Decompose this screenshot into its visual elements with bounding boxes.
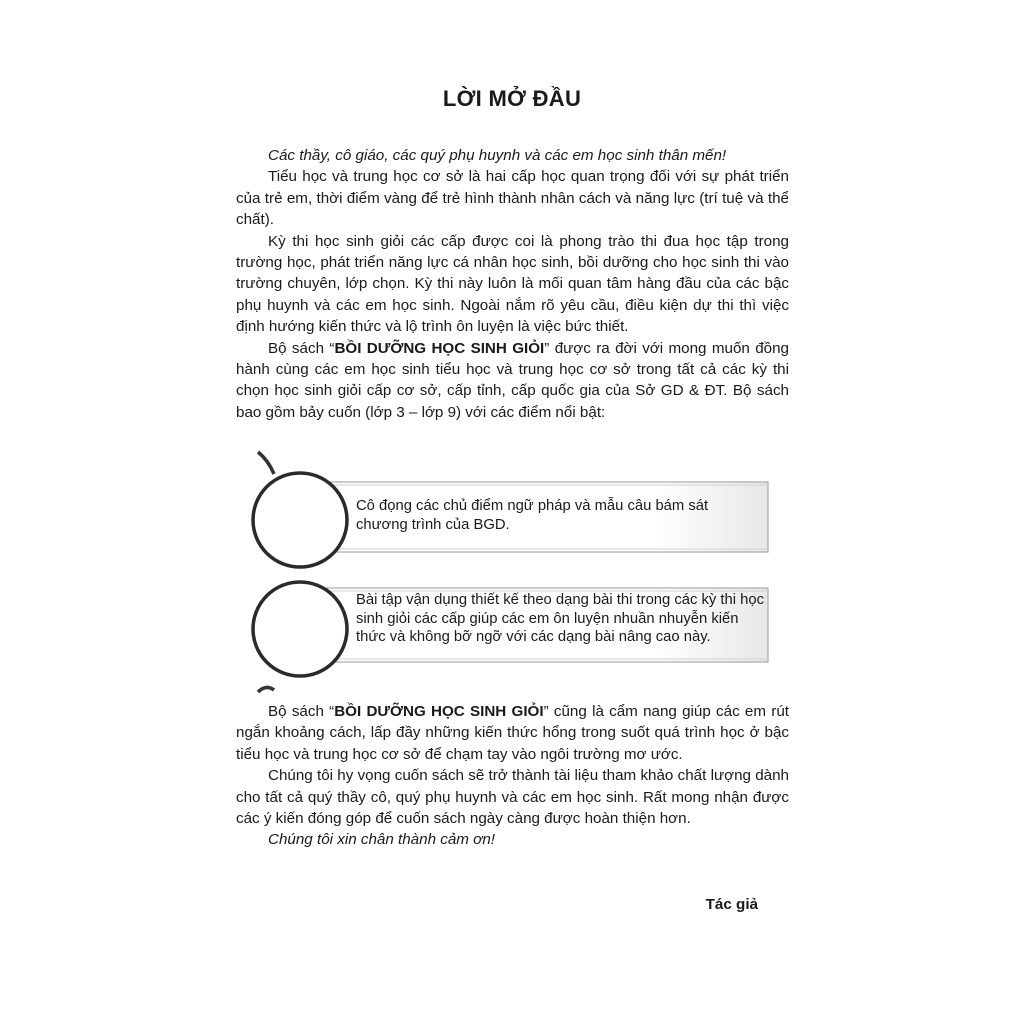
text-run: ” được ra đời với mong muốn đồng hành cùng các em học sinh tiểu học và trung học cơ sở trong tất cả các kỳ thi chọn học sinh giỏi cấp cơ sở, cấp tỉnh, cấp quốc gia của Sở GD & ĐT. Bộ sách bao gồm bảy cuốn (lớp 3 – lớp 9) với các điểm nổi bật: <box>236 339 789 421</box>
series-name: BỒI DƯỠNG HỌC SINH GIỎI <box>334 703 544 720</box>
highlight-text-1: Cô đọng các chủ điểm ngữ pháp và mẫu câu bám sát chương trình của BGD. <box>356 498 709 533</box>
author-signature: Tác giả <box>705 896 758 913</box>
text-run: ” cũng là cẩm nang giúp các em rút ngắn khoảng cách, lấp đầy những kiến thức hổng trong suốt quá trình học ở bậc tiểu học và trung học cơ sở để chạm tay vào ngôi trường mơ ước. <box>236 703 789 763</box>
highlights-diagram <box>240 448 780 698</box>
paragraph: Kỳ thi học sinh giỏi các cấp được coi là phong trào thi đua học tập trong trường học, phát triển năng lực cá nhân học sinh, bồi dưỡng cho học sinh thi vào trường chuyên, lớp chọn. Kỳ thi này luôn là mối quan tâm hàng đầu của các bậc phụ huynh và các em học sinh. Ngoài nắm rõ yêu cầu, điều kiện dự thi thì việc định hướng kiến thức và lộ trình ôn luyện là việc bức thiết. <box>236 232 789 336</box>
text-run: Bộ sách “ <box>268 703 335 720</box>
page-title: LỜI MỞ ĐẦU <box>442 86 582 111</box>
highlight-text-2: Bài tập vận dụng thiết kế theo dạng bài thi trong các kỳ thi học sinh giỏi các cấp giúp các em ôn luyện nhuần nhuyễn kiến thức và không bỡ ngỡ với các dạng bài nâng cao này. <box>356 592 765 645</box>
connector-arc <box>258 452 274 474</box>
text-run: Bộ sách “ <box>268 339 335 357</box>
intro-text-block <box>236 145 789 423</box>
greeting: Các thầy, cô giáo, các quý phụ huynh và các em học sinh thân mến! <box>268 147 727 164</box>
thanks-line: Chúng tôi xin chân thành cảm ơn! <box>268 831 496 849</box>
closing-text-block <box>236 701 789 851</box>
bullet-circle-1 <box>253 473 347 567</box>
highlights-figure <box>240 448 780 698</box>
connector-arc <box>258 687 274 692</box>
series-handbook-paragraph <box>236 701 789 765</box>
series-name: BỒI DƯỠNG HỌC SINH GIỎI <box>334 339 545 357</box>
series-intro-paragraph <box>236 338 789 424</box>
paragraph: Tiểu học và trung học cơ sở là hai cấp học quan trọng đối với sự phát triển của trẻ em, thời điểm vàng để trẻ hình thành nhân cách và năng lực (trí tuệ và thể chất). <box>236 168 789 229</box>
paragraph: Chúng tôi hy vọng cuốn sách sẽ trở thành tài liệu tham khảo chất lượng dành cho tất cả quý thầy cô, quý phụ huynh và các em học sinh. Rất mong nhận được các ý kiến đóng góp để cuốn sách ngày càng được hoàn thiện hơn. <box>236 767 789 828</box>
bullet-circle-2 <box>253 582 347 676</box>
